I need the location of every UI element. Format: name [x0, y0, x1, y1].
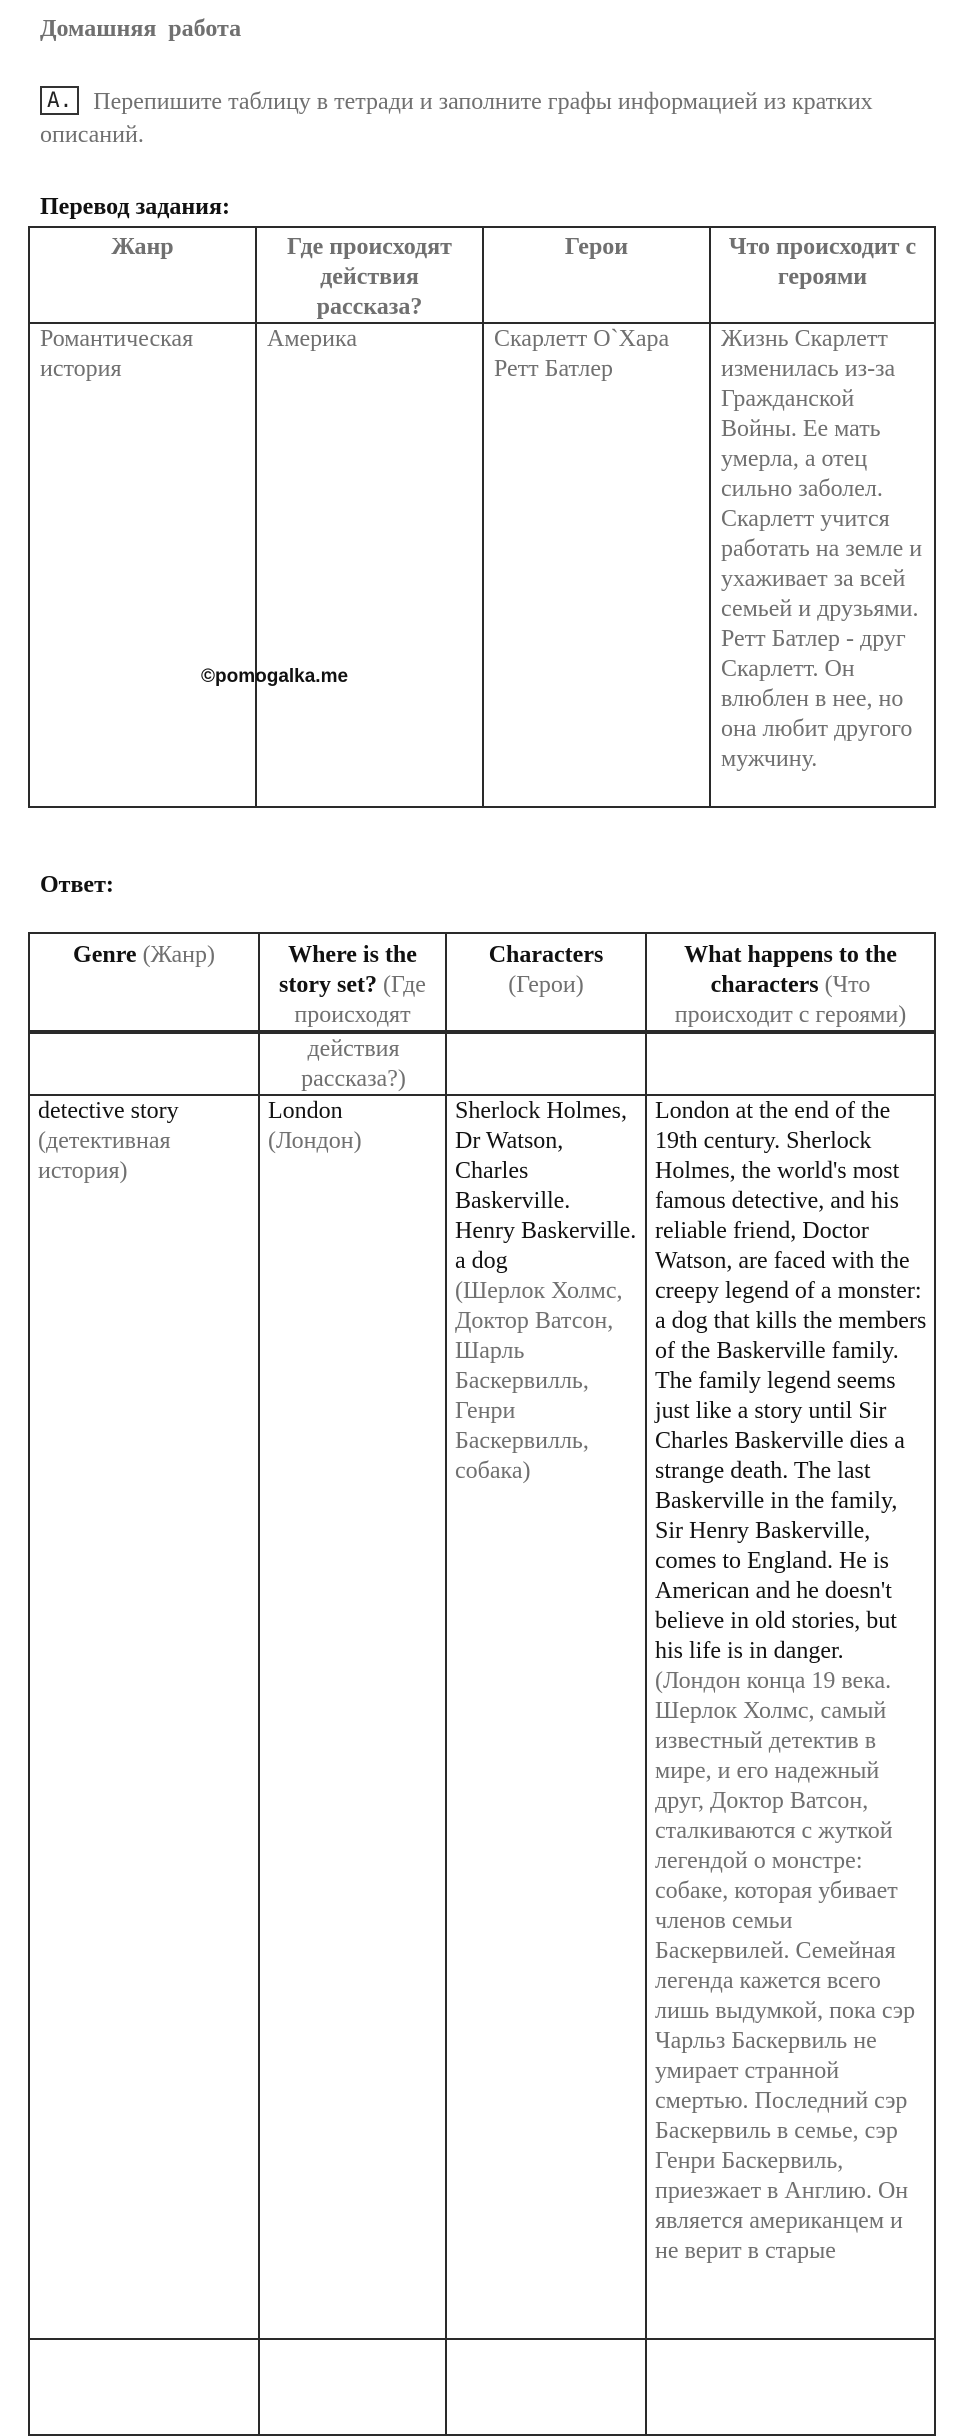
- answer-header-table: [28, 932, 936, 1032]
- answer-table: [28, 1032, 936, 2436]
- genre-en: detective story: [38, 1098, 179, 1124]
- events-ru: (Лондон конца 19 века. Шерлок Холмс, самый известный детектив в мире, и его надежный друг, Доктор Ватсон, сталкиваются с жуткой легендой о монстре: собаке, которая убивает членов семьи Баскервилей. Семейная легенда кажется всего лишь выдумкой, пока сэр Чарльз Баскервиль не умирает странной смертью. Последний сэр Баскервиль в семье, сэр Генри Баскервиль, приезжает в Англию. Он является американцем и не верит в старые: [655, 1668, 916, 2264]
- events-en: London at the end of the 19th century. Sherlock Holmes, the world's most famous detective, and his reliable friend, Doctor Watson, are faced with the creepy legend of a monster: a dog that kills the members of the Baskerville family. The family legend seems just like a story until Sir Charles Baskerville dies a strange death. The last Baskerville in the family, Sir Henry Baskerville, comes to England. He is American and he doesn't believe in old stories, but his life is in danger.: [655, 1098, 927, 1664]
- character-line: a dog: [455, 1248, 508, 1274]
- translation-title: Перевод задания:: [40, 194, 230, 220]
- header-continuation: действия рассказа?): [301, 1036, 406, 1092]
- cell-events: Жизнь Скарлетт изменилась из-за Гражданской Войны. Ее мать умерла, а отец сильно заболел. Скарлетт учится работать на земле и ухаживает за всей семьей и друзьями. Ретт Батлер - друг Скарлетт. Он влюблен в нее, но она любит другого мужчину.: [710, 323, 935, 807]
- table-row: [29, 323, 935, 807]
- header-en: Characters: [488, 942, 604, 968]
- header-ru: (Герои): [508, 972, 584, 998]
- cell-setting: [259, 1095, 446, 2435]
- header-ru: (Где происходят: [294, 972, 426, 1028]
- cell-characters: [483, 323, 710, 807]
- character-line: Sherlock Holmes,: [455, 1098, 627, 1124]
- cell-empty: [29, 1033, 259, 1095]
- task-instruction: [40, 86, 920, 152]
- header-events: Что происходит с героями: [710, 227, 935, 323]
- table-row: [29, 1095, 935, 2435]
- header-events: [646, 933, 935, 1031]
- cell-header-continuation: [259, 1033, 446, 1095]
- header-characters: [446, 933, 646, 1031]
- character-line: Charles Baskerville.: [455, 1158, 571, 1214]
- watermark: ©pomogalka.me: [201, 666, 349, 687]
- translation-table: [28, 226, 936, 808]
- header-genre: [29, 933, 259, 1031]
- cell-setting: Америка: [256, 323, 483, 807]
- character-line: Dr Watson,: [455, 1128, 564, 1154]
- cell-events: [646, 1095, 935, 2435]
- setting-en: London: [268, 1098, 343, 1124]
- answer-title: Ответ:: [40, 872, 114, 898]
- header-ru: (Что происходит с героями): [674, 972, 907, 1028]
- cell-empty: [446, 1033, 646, 1095]
- header-genre: Жанр: [29, 227, 256, 323]
- homework-heading: Домашняя работа: [40, 16, 242, 42]
- table-header-row: [29, 227, 935, 323]
- cell-empty: [646, 1033, 935, 1095]
- genre-ru: (детективная история): [38, 1128, 171, 1184]
- cell-genre: Романтическая история: [29, 323, 256, 807]
- setting-ru: (Лондон): [268, 1128, 362, 1154]
- table-bottom-border: [28, 2338, 936, 2340]
- task-text: Перепишите таблицу в тетради и заполните графы информацией из кратких описаний.: [40, 89, 873, 148]
- header-en: What happens to the characters: [684, 942, 897, 998]
- header-characters: Герои: [483, 227, 710, 323]
- cell-characters: [446, 1095, 646, 2435]
- header-en: Genre: [73, 942, 137, 968]
- header-setting: Где происходят действия рассказа?: [256, 227, 483, 323]
- character-line: Henry Baskerville.: [455, 1218, 637, 1244]
- header-setting: [259, 933, 446, 1031]
- task-letter-box: A.: [40, 86, 79, 115]
- character-line: Ретт Батлер: [494, 356, 613, 382]
- character-line: Скарлетт О`Хара: [494, 326, 670, 352]
- header-en: Where is the story set?: [279, 942, 417, 998]
- table-row: [29, 1033, 935, 1095]
- header-ru: (Жанр): [142, 942, 215, 968]
- table-header-row: [29, 933, 935, 1031]
- characters-ru: (Шерлок Холмс, Доктор Ватсон, Шарль Баскервилль, Генри Баскервилль, собака): [455, 1278, 623, 1484]
- cell-genre: [29, 1095, 259, 2435]
